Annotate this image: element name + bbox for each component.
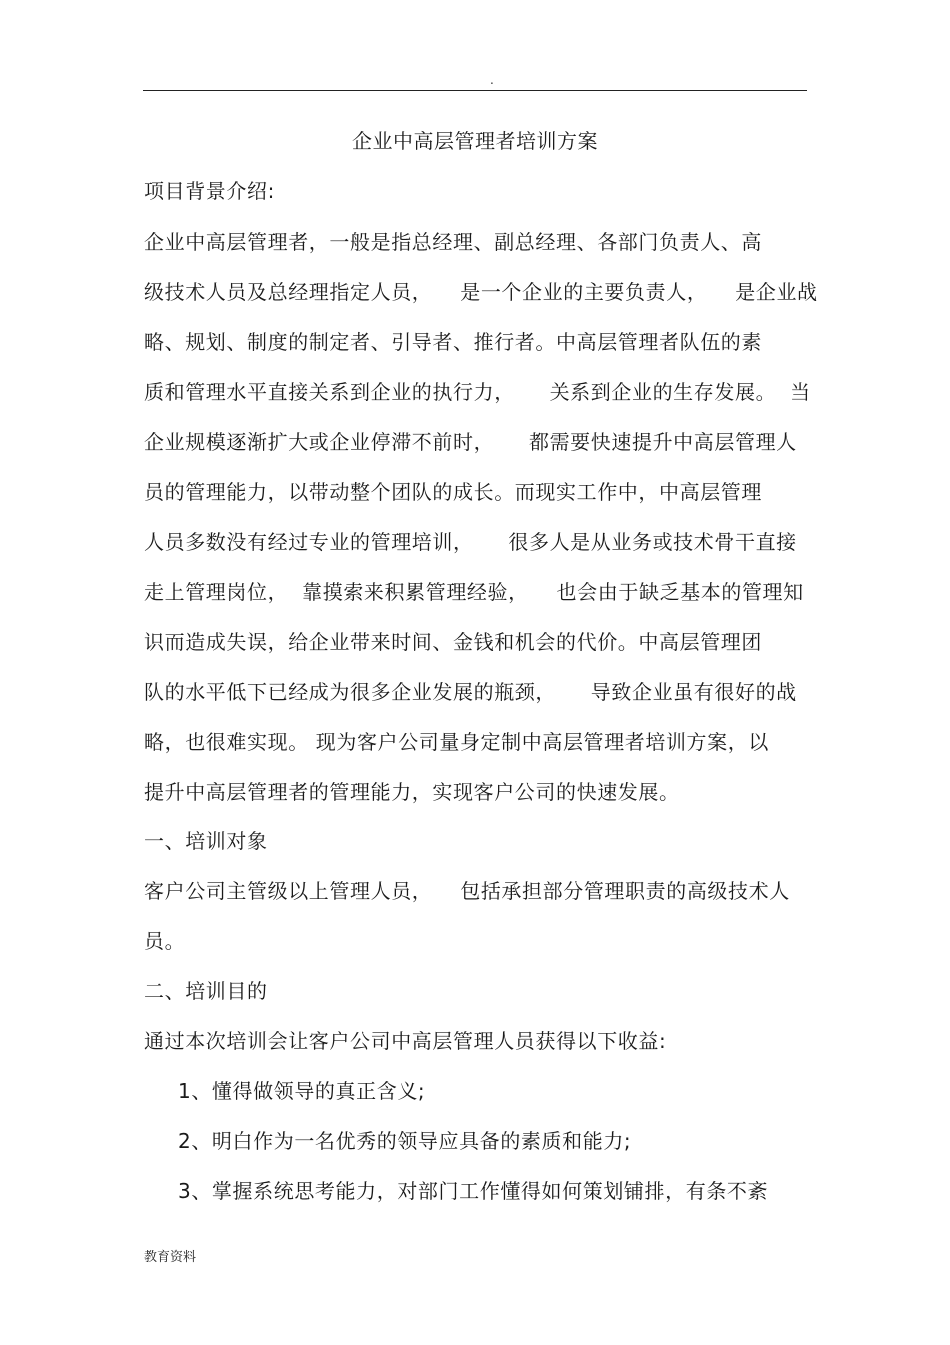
paragraph-line: 队的水平低下已经成为很多企业发展的瓶颈， 导致企业虽有很好的战 xyxy=(144,680,797,704)
section-heading: 一、培训对象 xyxy=(144,829,268,853)
paragraph-line: 识而造成失误，给企业带来时间、金钱和机会的代价。中高层管理团 xyxy=(144,630,762,654)
paragraph-line: 员的管理能力，以带动整个团队的成长。而现实工作中，中高层管理 xyxy=(144,480,762,504)
paragraph-line: 提升中高层管理者的管理能力，实现客户公司的快速发展。 xyxy=(144,780,680,804)
document-title: 企业中高层管理者培训方案 xyxy=(352,129,598,153)
list-item: 3、掌握系统思考能力，对部门工作懂得如何策划铺排，有条不紊 xyxy=(178,1179,769,1203)
paragraph-line: 项目背景介绍: xyxy=(144,179,275,203)
header-dot: . xyxy=(490,73,494,87)
footer-label: 教育资料 xyxy=(144,1250,197,1265)
paragraph-line: 企业规模逐渐扩大或企业停滞不前时， 都需要快速提升中高层管理人 xyxy=(144,430,797,454)
paragraph-line: 企业中高层管理者，一般是指总经理、副总经理、各部门负责人、高 xyxy=(144,230,762,254)
list-item: 2、明白作为一名优秀的领导应具备的素质和能力; xyxy=(178,1129,632,1153)
header-rule xyxy=(143,90,807,91)
paragraph-line: 员。 xyxy=(144,929,186,953)
paragraph-line: 略、规划、制度的制定者、引导者、推行者。中高层管理者队伍的素 xyxy=(144,330,762,354)
list-item: 1、懂得做领导的真正含义; xyxy=(178,1079,426,1103)
paragraph-line: 人员多数没有经过专业的管理培训， 很多人是从业务或技术骨干直接 xyxy=(144,530,797,554)
section-heading: 二、培训目的 xyxy=(144,979,268,1003)
paragraph-line: 略，也很难实现。 现为客户公司量身定制中高层管理者培训方案，以 xyxy=(144,730,769,754)
paragraph-line: 通过本次培训会让客户公司中高层管理人员获得以下收益: xyxy=(144,1029,667,1053)
paragraph-line: 客户公司主管级以上管理人员， 包括承担部分管理职责的高级技术人 xyxy=(144,879,790,903)
paragraph-line: 级技术人员及总经理指定人员， 是一个企业的主要负责人， 是企业战 xyxy=(144,280,818,304)
paragraph-line: 走上管理岗位， 靠摸索来积累管理经验， 也会由于缺乏基本的管理知 xyxy=(144,580,804,604)
paragraph-line: 质和管理水平直接关系到企业的执行力， 关系到企业的生存发展。 当 xyxy=(144,380,811,404)
